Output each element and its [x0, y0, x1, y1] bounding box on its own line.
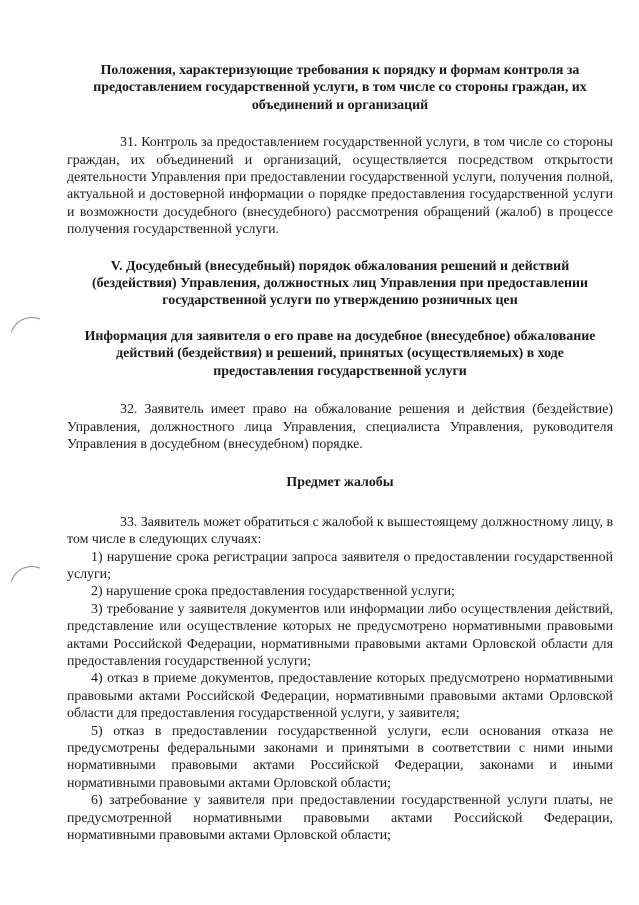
- list-item: 1) нарушение срока регистрации запроса заявителя о предоставлении государственной услуги;: [67, 549, 613, 582]
- subject-heading: Предмет жалобы: [286, 475, 394, 491]
- list-item: 2) нарушение срока предоставления государственной услуги;: [91, 584, 455, 600]
- info-section-heading: Информация для заявителя о его праве на досудебное (внесудебное) обжалование действий (бездействия) и решений, принятых (осуществляемых) в ходе предоставления государственной услуги: [84, 328, 596, 379]
- list-item: 6) затребование у заявителя при предоставлении государственной услуги платы, не предусмотренной нормативными правовыми актами Российской Федерации, нормативными правовыми актами Орловской области;: [67, 793, 613, 844]
- control-section-heading: Положения, характеризующие требования к порядку и формам контроля за предоставлением государственной услуги, в том числе со стороны граждан, их объединений и организаций: [93, 63, 587, 113]
- paragraph-31: 31. Контроль за предоставлением государственной услуги, в том числе со стороны граждан, их объединений и организаций, осуществляется посредством открытости деятельности Управления при предоставлении государственной услуги, получения полной, актуальной и достоверной информации о порядке предоставления государственной услуги и возможности досудебного (внесудебного) рассмотрения обращений (жалоб) в процессе получения государственной услуги.: [67, 135, 613, 238]
- list-item: 4) отказ в приеме документов, предоставление которых предусмотрено нормативными правовыми актами Российской Федерации, нормативными правовыми актами Орловской области для предоставления государственной услуги, у заявителя;: [67, 671, 613, 722]
- punch-hole-mark: [11, 311, 40, 340]
- paragraph-32: 32. Заявитель имеет право на обжалование решения и действия (бездействие) Управления, должностного лица Управления, специалиста Управления, руководителя Управления в досудебном (внесудебном) порядке.: [67, 402, 613, 452]
- paragraph-33: 33. Заявитель может обратиться с жалобой к вышестоящему должностному лицу, в том числе в следующих случаях:: [67, 514, 613, 548]
- section-v-heading: V. Досудебный (внесудебный) порядок обжалования решений и действий (бездействия) Управления, должностных лиц Управления при предоставлении государственной услуги по утверждению розничных цен: [91, 258, 589, 309]
- document-page: [67, 62, 613, 844]
- punch-hole-mark: [11, 560, 40, 589]
- list-item: 5) отказ в предоставлении государственной услуги, если основания отказа не предусмотрены федеральными законами и принятыми в соответствии с ними иными нормативными правовыми актами Российской Федерации, законами и иными нормативными правовыми актами Орловской области;: [67, 723, 613, 791]
- list-item: 3) требование у заявителя документов или информации либо осуществления действий, представление или осуществление которых не предусмотрено нормативными правовыми актами Российской Федерации, нормативными правовыми актами Орловской области для предоставления государственной услуги;: [67, 601, 613, 669]
